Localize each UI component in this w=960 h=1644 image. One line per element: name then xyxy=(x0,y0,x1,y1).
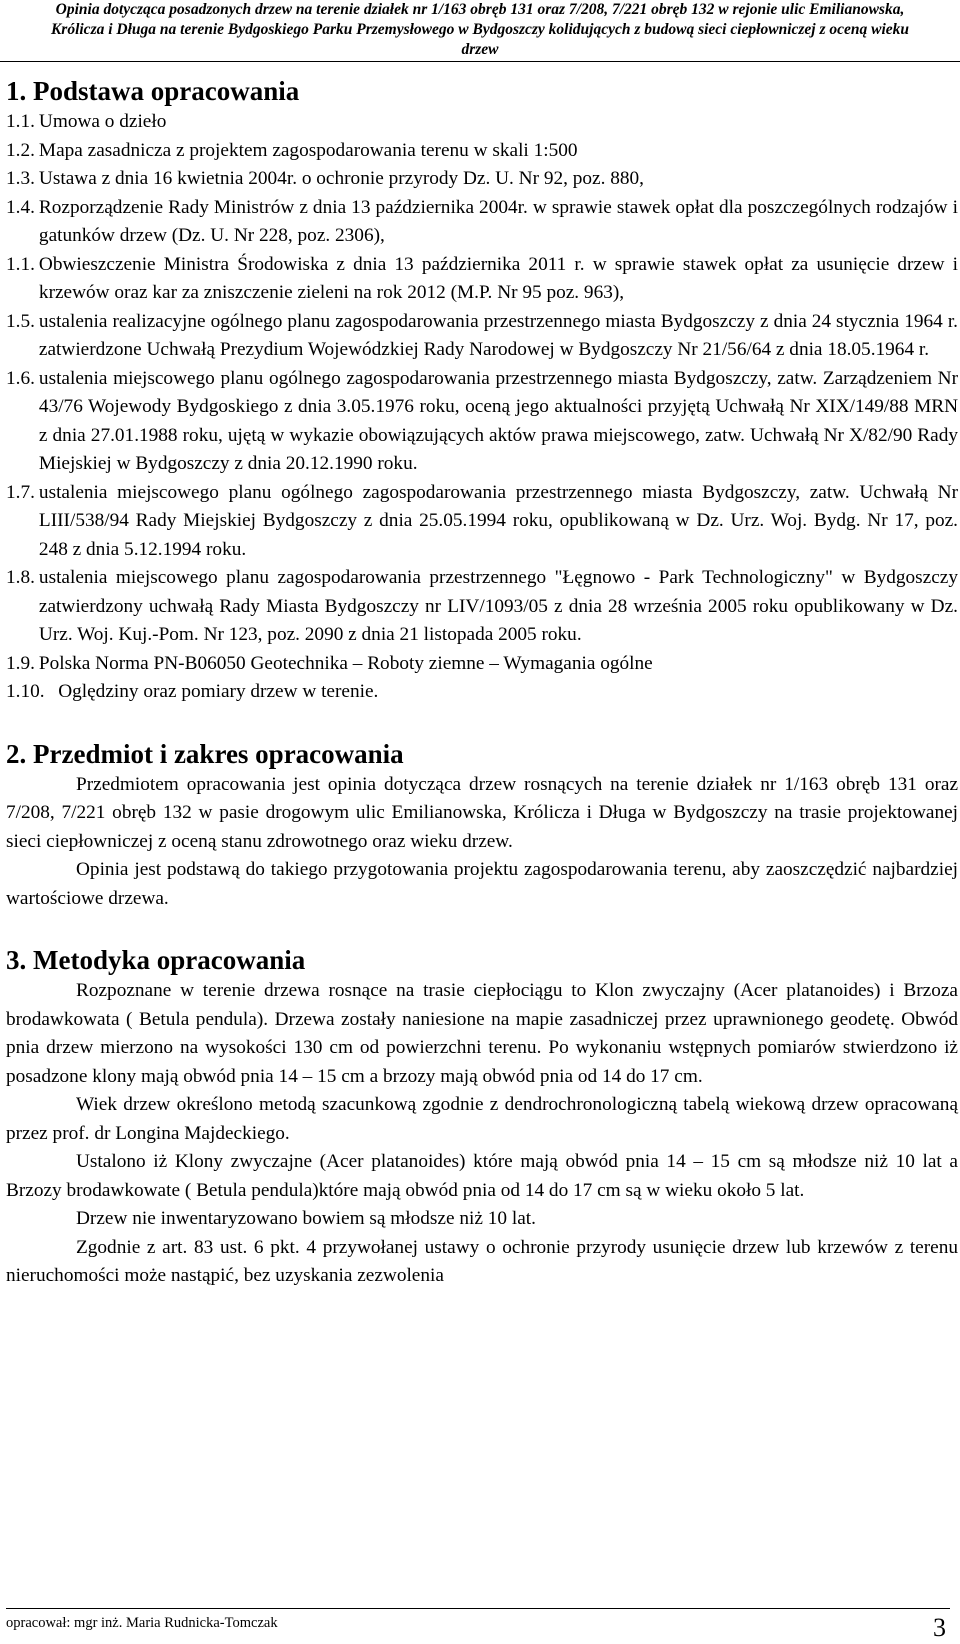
list-item-text: Mapa zasadnicza z projektem zagospodarowania terenu w skali 1:500 xyxy=(38,139,578,161)
list-item xyxy=(6,308,958,365)
paragraph: Wiek drzew określono metodą szacunkową zgodnie z dendrochronologiczną tabelą wiekową drzew opracowaną przez prof. dr Longina Majdeckiego. xyxy=(6,1094,958,1144)
list-item-text: Obwieszczenie Ministra Środowiska z dnia 13 października 2011 r. w sprawie stawek opłat za usunięcie drzew i krzewów oraz kar za zniszczenie zieleni na rok 2012 (M.P. Nr 95 poz. 963), xyxy=(38,253,958,303)
paragraph: Zgodnie z art. 83 ust. 6 pkt. 4 przywołanej ustawy o ochronie przyrody usunięcie drzew lub krzewów z terenu nieruchomości może nastąpić, bez uzyskania zezwolenia xyxy=(6,1236,958,1286)
section-2-heading: 2. Przedmiot i zakres opracowania xyxy=(6,738,404,769)
list-item-text: Ustawa z dnia 16 kwietnia 2004r. o ochronie przyrody Dz. U. Nr 92, poz. 880, xyxy=(38,168,644,189)
paragraph: Rozpoznane w terenie drzewa rosnące na trasie ciepłociągu to Klon zwyczajny (Acer platanoides) i Brzoza brodawkowata ( Betula pendula). Drzewa zostały naniesione na mapie zasadniczej przez uprawnionego geodetę. Obwód pnia drzew mierzono na wysokości 130 cm od powierzchni terenu. Po wykonaniu wstępnych pomiarów stwierdzono iż posadzone klony mają obwód pnia 14 – 15 cm a brzozy mają obwód pnia od 14 do 17 cm. xyxy=(6,980,958,1087)
section-3 xyxy=(6,943,958,1291)
list-item xyxy=(6,165,958,194)
list-item-number: 1.1. xyxy=(6,111,35,132)
paragraph: Drzew nie inwentaryzowano bowiem są młodsze niż 10 lat. xyxy=(76,1208,536,1229)
paragraph: Przedmiotem opracowania jest opinia dotycząca drzew rosnących na terenie działek nr 1/163 obręb 131 oraz 7/208, 7/221 obręb 132 w pasie drogowym ulic Emilianowska, Królicza i Długa w Bydgoszczy na trasie projektowanej sieci ciepłowniczej z oceną stanu zdrowotnego oraz wieku drzew. xyxy=(6,773,958,852)
running-header xyxy=(0,0,960,62)
list-item-text: Umowa o dzieło xyxy=(38,111,167,132)
list-item xyxy=(6,365,958,479)
list-item xyxy=(6,137,958,166)
list-item-text: Rozporządzenie Rady Ministrów z dnia 13 października 2004r. w sprawie stawek opłat dla poszczególnych rodzajów i gatunków drzew (Dz. U. Nr 228, poz. 2306), xyxy=(38,196,958,246)
section-2 xyxy=(6,737,958,914)
list-item-number: 1.3. xyxy=(6,168,35,189)
list-item-number: 1.4. xyxy=(6,196,35,218)
list-item xyxy=(6,479,958,565)
page-footer xyxy=(6,1608,950,1643)
list-item xyxy=(6,650,958,679)
section-1-heading: 1. Podstawa opracowania xyxy=(6,76,300,106)
list-item-number: 1.10. xyxy=(6,681,55,702)
list-item-text: ustalenia miejscowego planu ogólnego zagospodarowania przestrzennego miasta Bydgoszczy, zatw. Uchwałą Nr LIII/538/94 Rady Miejskiej Bydgoszczy z dnia 25.05.1994 roku, opublikowaną w Dz. Urz. Woj. Bydg. Nr 17, poz. 248 z dnia 5.12.1994 roku. xyxy=(38,481,958,560)
list-item-number: 1.2. xyxy=(6,139,35,161)
paragraph: Ustalono iż Klony zwyczajne (Acer platanoides) które mają obwód pnia 14 – 15 cm są młodsze niż 10 lat a Brzozy brodawkowate ( Betula pendula)które mają obwód pnia od 14 do 17 cm są w wieku około 5 lat. xyxy=(6,1151,958,1201)
list-item-text: ustalenia miejscowego planu zagospodarowania przestrzennego "Łęgnowo - Park Technologiczny" w Bydgoszczy zatwierdzony uchwałą Rady Miasta Bydgoszczy nr LIV/1093/05 z dnia 28 września 2005 roku opublikowany w Dz. Urz. Woj. Kuj.-Pom. Nr 123, poz. 2090 z dnia 21 listopada 2005 roku. xyxy=(38,567,958,645)
list-item xyxy=(6,678,958,707)
list-item-number: 1.6. xyxy=(6,367,35,389)
list-item-text: ustalenia realizacyjne ogólnego planu zagospodarowania przestrzennego miasta Bydgoszczy z dnia 24 stycznia 1964 r. zatwierdzone Uchwałą Prezydium Wojewódzkiej Rady Narodowej w Bydgoszczy Nr 21/56/64 z dnia 18.05.1964 r. xyxy=(38,310,958,360)
list-item-number: 1.8. xyxy=(6,567,35,588)
reference-list xyxy=(6,108,958,707)
list-item-text: Polska Norma PN-B06050 Geotechnika – Roboty ziemne – Wymagania ogólne xyxy=(38,652,653,674)
list-item xyxy=(6,564,958,650)
list-item xyxy=(6,194,958,251)
page-number: 3 xyxy=(933,1613,946,1642)
footer-author: opracował: mgr inż. Maria Rudnicka-Tomczak xyxy=(6,1615,278,1631)
section-3-heading: 3. Metodyka opracowania xyxy=(6,945,306,975)
list-item-text: ustalenia miejscowego planu ogólnego zagospodarowania przestrzennego miasta Bydgoszczy, zatw. Zarządzeniem Nr 43/76 Wojewody Bydgoskiego z dnia 3.05.1976 roku, oceną jego aktualności przyjętą Uchwałą Nr XIX/149/88 MRN z dnia 27.01.1988 roku, ujętą w wykazie obowiązujących aktów prawa miejscowego, zatw. Uchwałą Nr X/82/90 Rady Miejskiej w Bydgoszczy z dnia 20.12.1990 roku. xyxy=(38,367,958,474)
list-item xyxy=(6,251,958,308)
header-line-3: drzew xyxy=(461,41,499,58)
paragraph: Opinia jest podstawą do takiego przygotowania projektu zagospodarowania terenu, aby zaoszczędzić najbardziej wartościowe drzewa. xyxy=(6,859,958,909)
page-content xyxy=(6,74,958,1291)
list-item-number: 1.5. xyxy=(6,310,35,332)
header-line-2: Królicza i Długa na terenie Bydgoskiego Parku Przemysłowego w Bydgoszczy kolidujących z budową sieci ciepłowniczej z oceną wieku xyxy=(50,21,910,38)
list-item-text: Oględziny oraz pomiary drzew w terenie. xyxy=(58,681,379,702)
list-item-number: 1.7. xyxy=(6,481,35,503)
header-line-1: Opinia dotycząca posadzonych drzew na terenie działek nr 1/163 obręb 131 oraz 7/208, 7/221 obręb 132 w rejonie ulic Emilianowska, xyxy=(55,1,905,18)
list-item-number: 1.1. xyxy=(6,253,35,275)
list-item-number: 1.9. xyxy=(6,652,35,674)
list-item xyxy=(6,108,958,137)
